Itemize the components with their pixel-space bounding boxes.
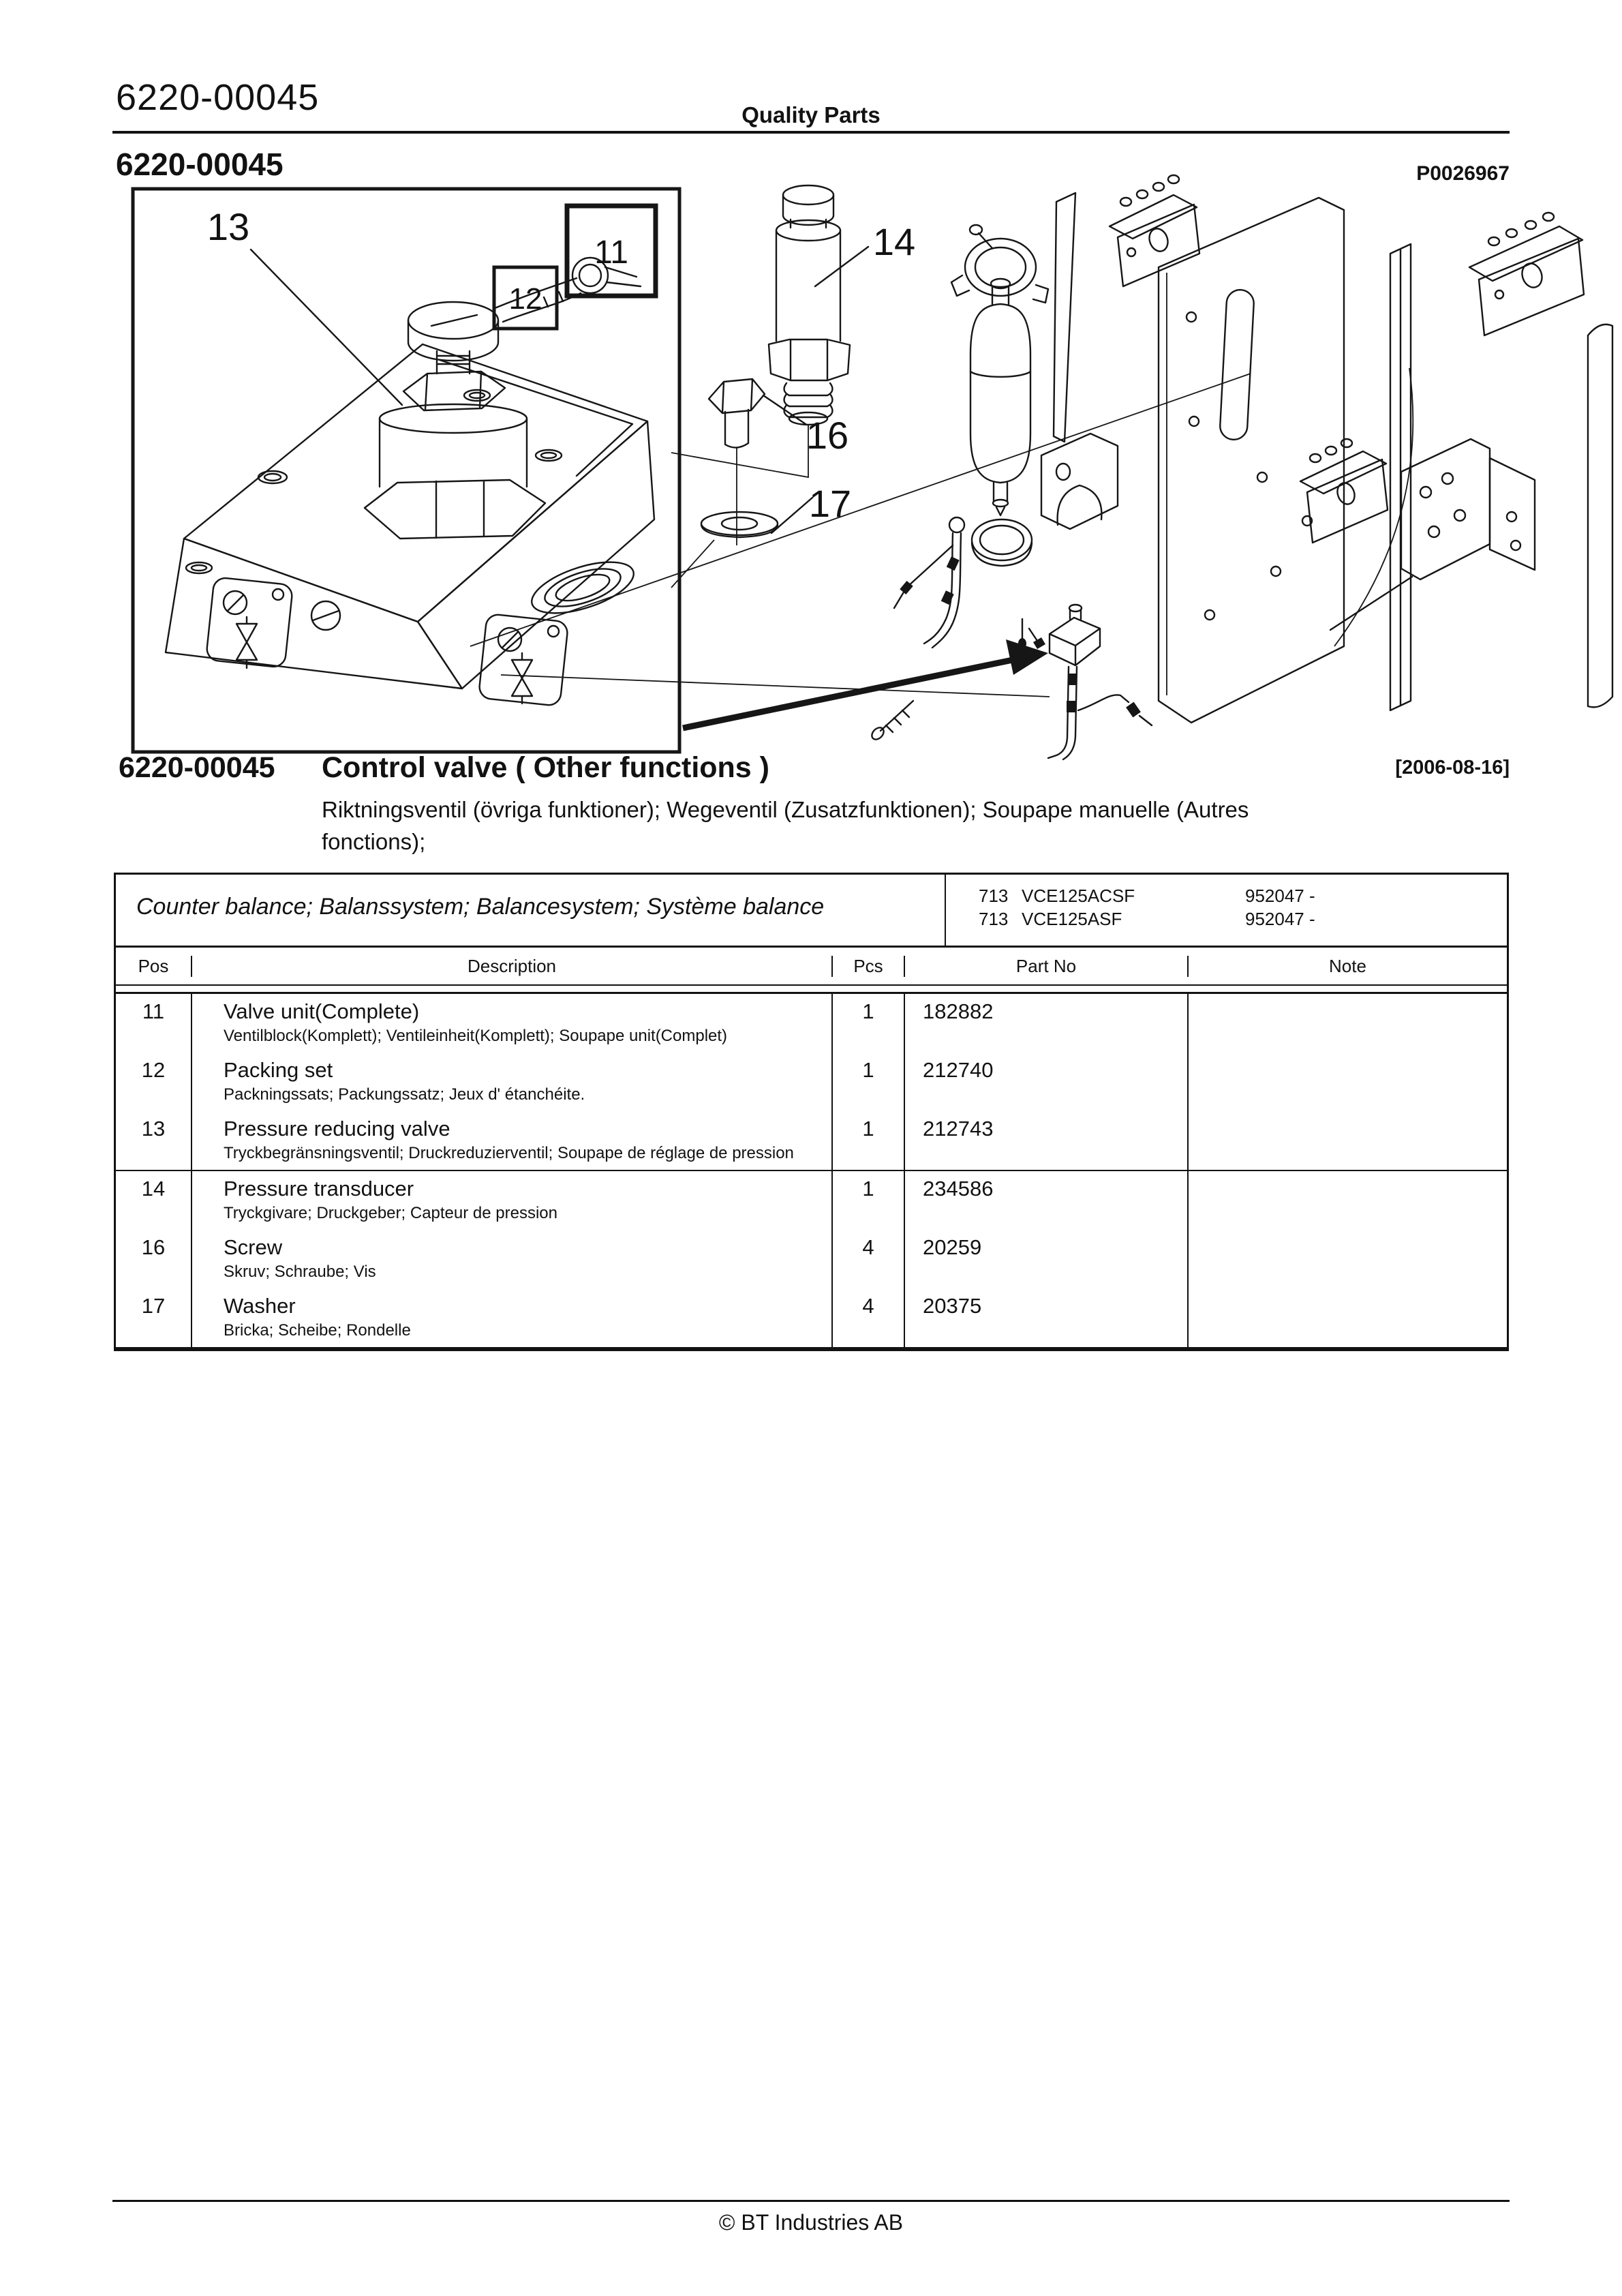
- part-number: 20259: [905, 1230, 1189, 1288]
- part-description-cell: [192, 1288, 833, 1347]
- section-number: 6220-00045: [116, 147, 284, 182]
- model-serial: 952047 -: [1245, 886, 1315, 906]
- main-frame-plate: [1159, 198, 1413, 723]
- variant-divider: [945, 875, 946, 946]
- page-header-title: Quality Parts: [741, 102, 881, 127]
- stud-bracket-right: [1469, 213, 1584, 335]
- page-title: Control valve ( Other functions ): [322, 751, 769, 784]
- part-number: 212740: [905, 1053, 1189, 1111]
- mount-bracket-lower: [1330, 439, 1535, 630]
- table-row: [116, 1111, 1507, 1170]
- part-description-alt: Packningssats; Packungssatz; Jeux d' étanchéite.: [224, 1085, 585, 1104]
- part-pos: 16: [116, 1230, 192, 1288]
- part-description: Pressure reducing valve: [224, 1117, 450, 1141]
- model-row: [979, 907, 1315, 931]
- title-translation-line1: Riktningsventil (övriga funktioner); Wegeventil (Zusatzfunktionen); Soupape manuelle (Autres: [322, 797, 1249, 822]
- callout-11-label: 11: [594, 235, 628, 271]
- check-valve-symbol-left: [206, 577, 293, 668]
- part-description: Washer: [224, 1294, 296, 1318]
- part-number: 20375: [905, 1288, 1189, 1347]
- detail-frame: [133, 189, 679, 752]
- title-translations: [322, 794, 1249, 858]
- part-number: 182882: [905, 994, 1189, 1053]
- part-description-alt: Ventilblock(Komplett); Ventileinheit(Komplett); Soupape unit(Complet): [224, 1027, 728, 1045]
- part-pos: 12: [116, 1053, 192, 1111]
- callout-pressure-transducer: [815, 220, 915, 286]
- system-name: Counter balance; Balanssystem; Balancesystem; Système balance: [136, 894, 825, 920]
- model-name: VCE125ACSF: [1022, 886, 1135, 906]
- part-pcs: 1: [833, 994, 905, 1053]
- part-description-alt: Skruv; Schraube; Vis: [224, 1263, 376, 1281]
- model-name: VCE125ASF: [1022, 909, 1122, 929]
- table-row: [116, 1170, 1507, 1230]
- table-row: [116, 1288, 1507, 1347]
- part-description-alt: Tryckbegränsningsventil; Druckreduzierventil; Soupape de réglage de pression: [224, 1144, 794, 1162]
- part-note: [1189, 1111, 1507, 1170]
- callout-packing-set: [494, 267, 557, 329]
- part-description: Packing set: [224, 1058, 333, 1082]
- part-description: Screw: [224, 1235, 283, 1259]
- table-row: [116, 1230, 1507, 1288]
- part-pos: 14: [116, 1171, 192, 1230]
- part-pcs: 4: [833, 1230, 905, 1288]
- part-pos: 13: [116, 1111, 192, 1170]
- copyright-notice: © BT Industries AB: [718, 2210, 904, 2235]
- model-code: 713: [979, 886, 1009, 906]
- part-pos: 11: [116, 994, 192, 1053]
- part-note: [1189, 1230, 1507, 1288]
- clamp-ring: [951, 225, 1048, 303]
- u-bracket: [1041, 434, 1118, 529]
- part-description-cell: [192, 1053, 833, 1111]
- part-description-alt: Tryckgivare; Druckgeber; Capteur de pression: [224, 1204, 557, 1222]
- stud-bracket-upper: [1110, 175, 1199, 286]
- footer-rule: [112, 2200, 1510, 2202]
- model-code: 713: [979, 909, 1009, 929]
- table-row: [116, 1053, 1507, 1111]
- column-header-pcs: Pcs: [833, 956, 905, 977]
- callout-screw: [763, 395, 848, 457]
- part-number: 212743: [905, 1111, 1189, 1170]
- screw-figure: [709, 379, 765, 545]
- part-pos: 17: [116, 1288, 192, 1347]
- exploded-view-diagram: [0, 0, 1622, 791]
- model-serial: 952047 -: [1245, 909, 1315, 929]
- revision-date: [2006-08-16]: [1395, 757, 1510, 779]
- part-note: [1189, 1053, 1507, 1111]
- column-header-part-no: Part No: [905, 956, 1189, 977]
- part-note: [1189, 1288, 1507, 1347]
- column-header-description: Description: [192, 956, 833, 977]
- column-header-note: Note: [1329, 955, 1366, 976]
- pressure-reducing-valve-figure: [365, 258, 641, 539]
- valve-block-figure: [166, 344, 654, 706]
- part-note: [1189, 1171, 1507, 1230]
- callout-17-label: 17: [808, 482, 852, 525]
- part-description: Valve unit(Complete): [224, 999, 420, 1023]
- model-list: [979, 884, 1315, 931]
- part-description-cell: [192, 1230, 833, 1288]
- seal-ring: [972, 519, 1032, 566]
- detail-leader-lines: [470, 374, 1251, 697]
- title-translation-line2: fonctions);: [322, 829, 426, 854]
- part-pcs: 4: [833, 1288, 905, 1347]
- parts-table: [114, 873, 1509, 1351]
- figure-reference: P0026967: [1416, 162, 1510, 185]
- callout-washer: [771, 482, 851, 533]
- part-description: Pressure transducer: [224, 1177, 414, 1200]
- washer-figure: [671, 512, 778, 588]
- model-row: [979, 884, 1315, 907]
- table-header-row: [116, 948, 1507, 986]
- part-description-cell: [192, 1171, 833, 1230]
- table-row: [116, 994, 1507, 1053]
- part-note: [1189, 994, 1507, 1053]
- part-description-cell: [192, 994, 833, 1053]
- part-pcs: 1: [833, 1171, 905, 1230]
- callout-12-label: 12: [508, 282, 542, 316]
- part-number: 234586: [905, 1171, 1189, 1230]
- variant-header: [116, 875, 1507, 948]
- callout-pressure-reducing-valve: [207, 205, 402, 405]
- callout-16-label: 16: [806, 414, 849, 457]
- column-header-pos: Pos: [116, 956, 192, 977]
- part-pcs: 1: [833, 1053, 905, 1111]
- part-pcs: 1: [833, 1111, 905, 1170]
- callout-13-label: 13: [206, 205, 250, 248]
- header-double-rule: [116, 986, 1507, 994]
- accumulator: [970, 279, 1030, 515]
- part-description-cell: [192, 1111, 833, 1170]
- page-header-doc-number: 6220-00045: [116, 77, 320, 118]
- title-section-number: 6220-00045: [119, 751, 275, 784]
- part-description-alt: Bricka; Scheibe; Rondelle: [224, 1321, 411, 1340]
- callout-14-label: 14: [872, 220, 916, 263]
- screw-head-detail: [311, 601, 340, 630]
